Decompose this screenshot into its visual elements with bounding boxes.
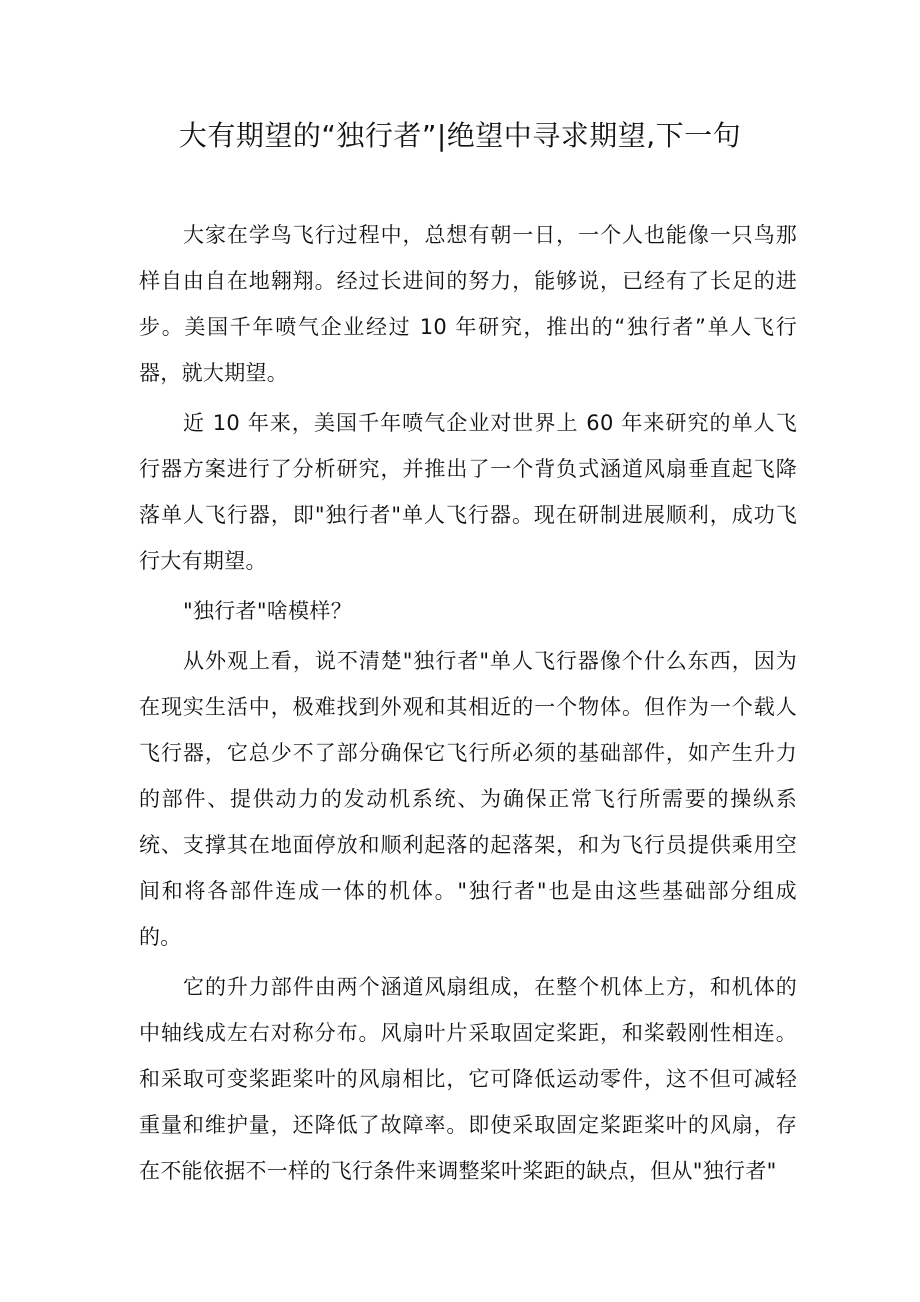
paragraph-subheading: "独行者"啥模样？ xyxy=(183,599,353,623)
document-body xyxy=(139,212,797,1198)
paragraph-appearance: 从外观上看，说不清楚"独行者"单人飞行器像个什么东西，因为在现实生活中，极难找到外观和其相近的一个物体。但作为一个载人飞行器，它总少不了部分确保它飞行所必须的基础部件，如产生升力的部件、提供动力的发动机系统、为确保正常飞行所需要的操纵系统、支撑其在地面停放和顺利起落的起落架，和为飞行员提供乘用空间和将各部件连成一体的机体。"独行者"也是由这些基础部分组成的。 xyxy=(139,649,797,949)
paragraph-lift-parts: 它的升力部件由两个涵道风扇组成，在整个机体上方，和机体的中轴线成左右对称分布。风扇叶片采取固定桨距，和桨毂刚性相连。和采取可变桨距桨叶的风扇相比，它可降低运动零件，这不但可减轻重量和维护量，还降低了故障率。即使采取固定桨距桨叶的风扇，存在不能依据不一样的飞行条件来调整桨叶桨距的缺点，但从"独行者" xyxy=(139,975,797,1183)
paragraph-research: 近 10 年来，美国千年喷气企业对世界上 60 年来研究的单人飞行器方案进行了分析研究，并推出了一个背负式涵道风扇垂直起飞降落单人飞行器，即"独行者"单人飞行器。现在研制进展顺利，成功飞行大有期望。 xyxy=(139,411,797,573)
document-title: 大有期望的“独行者”|绝望中寻求期望,下一句 xyxy=(178,119,742,152)
paragraph-intro: 大家在学鸟飞行过程中，总想有朝一日，一个人也能像一只鸟那样自由自在地翱翔。经过长进间的努力，能够说，已经有了长足的进步。美国千年喷气企业经过 10 年研究，推出的“独行者”单人飞行器，就大期望。 xyxy=(139,223,797,385)
